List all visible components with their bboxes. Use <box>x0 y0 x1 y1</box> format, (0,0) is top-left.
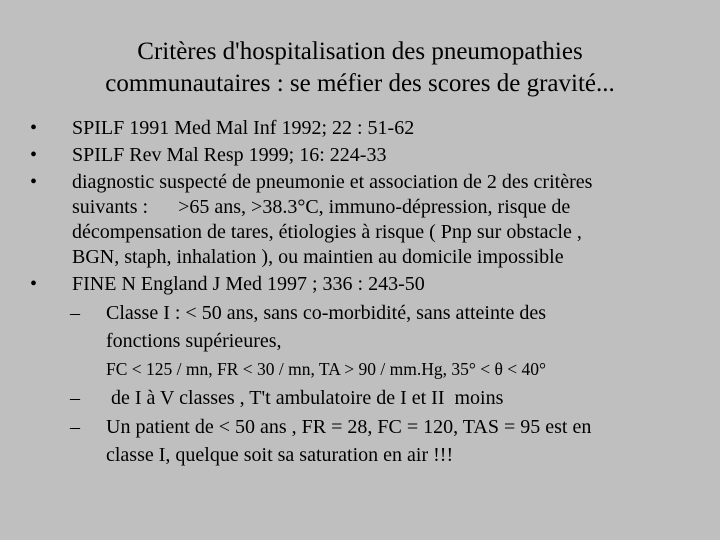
bullet-item <box>30 272 720 297</box>
sub-bullet-item <box>30 413 720 469</box>
bullet-text-line: suivants : >65 ans, >38.3°C, immuno-dépression, risque de <box>72 196 571 218</box>
bullet-marker: • <box>30 144 38 166</box>
bullet-text-line: diagnostic suspecté de pneumonie et association de 2 des critères <box>72 171 593 193</box>
bullet-marker: • <box>30 117 38 139</box>
bullet-text: SPILF 1991 Med Mal Inf 1992; 22 : 51-62 <box>72 117 415 139</box>
bullet-text: FINE N England J Med 1997 ; 336 : 243-50 <box>72 273 425 295</box>
bullet-text-line: décompensation de tares, étiologies à risque ( Pnp sur obstacle , <box>72 221 582 243</box>
sub-bullet-item <box>30 384 720 412</box>
bullet-list <box>30 116 720 470</box>
bullet-item <box>30 143 720 168</box>
dash-marker: – <box>70 416 80 438</box>
slide-title <box>60 36 660 100</box>
title-line-1: Critères d'hospitalisation des pneumopathies <box>137 38 583 65</box>
dash-marker: – <box>70 387 80 409</box>
dash-marker: – <box>70 302 80 324</box>
sub-bullet-item <box>30 299 720 383</box>
bullet-marker: • <box>30 273 38 295</box>
sub-bullet-small-line: FC < 125 / mn, FR < 30 / mn, TA > 90 / mm.Hg, 35° < θ < 40° <box>106 359 546 379</box>
bullet-item <box>30 170 720 270</box>
sub-bullet-line: de I à V classes , T't ambulatoire de I et II moins <box>106 387 504 409</box>
sub-bullet-line: Un patient de < 50 ans , FR = 28, FC = 120, TAS = 95 est en <box>106 416 592 438</box>
bullet-item <box>30 116 720 141</box>
bullet-text-line: BGN, staph, inhalation ), ou maintien au domicile impossible <box>72 246 564 268</box>
sub-bullet-line: Classe I : < 50 ans, sans co-morbidité, sans atteinte des <box>106 302 547 324</box>
bullet-text: SPILF Rev Mal Resp 1999; 16: 224-33 <box>72 144 387 166</box>
sub-bullet-line: fonctions supérieures, <box>106 330 282 352</box>
bullet-marker: • <box>30 171 38 193</box>
title-line-2: communautaires : se méfier des scores de gravité... <box>105 70 615 97</box>
sub-bullet-line: classe I, quelque soit sa saturation en air !!! <box>106 444 454 466</box>
